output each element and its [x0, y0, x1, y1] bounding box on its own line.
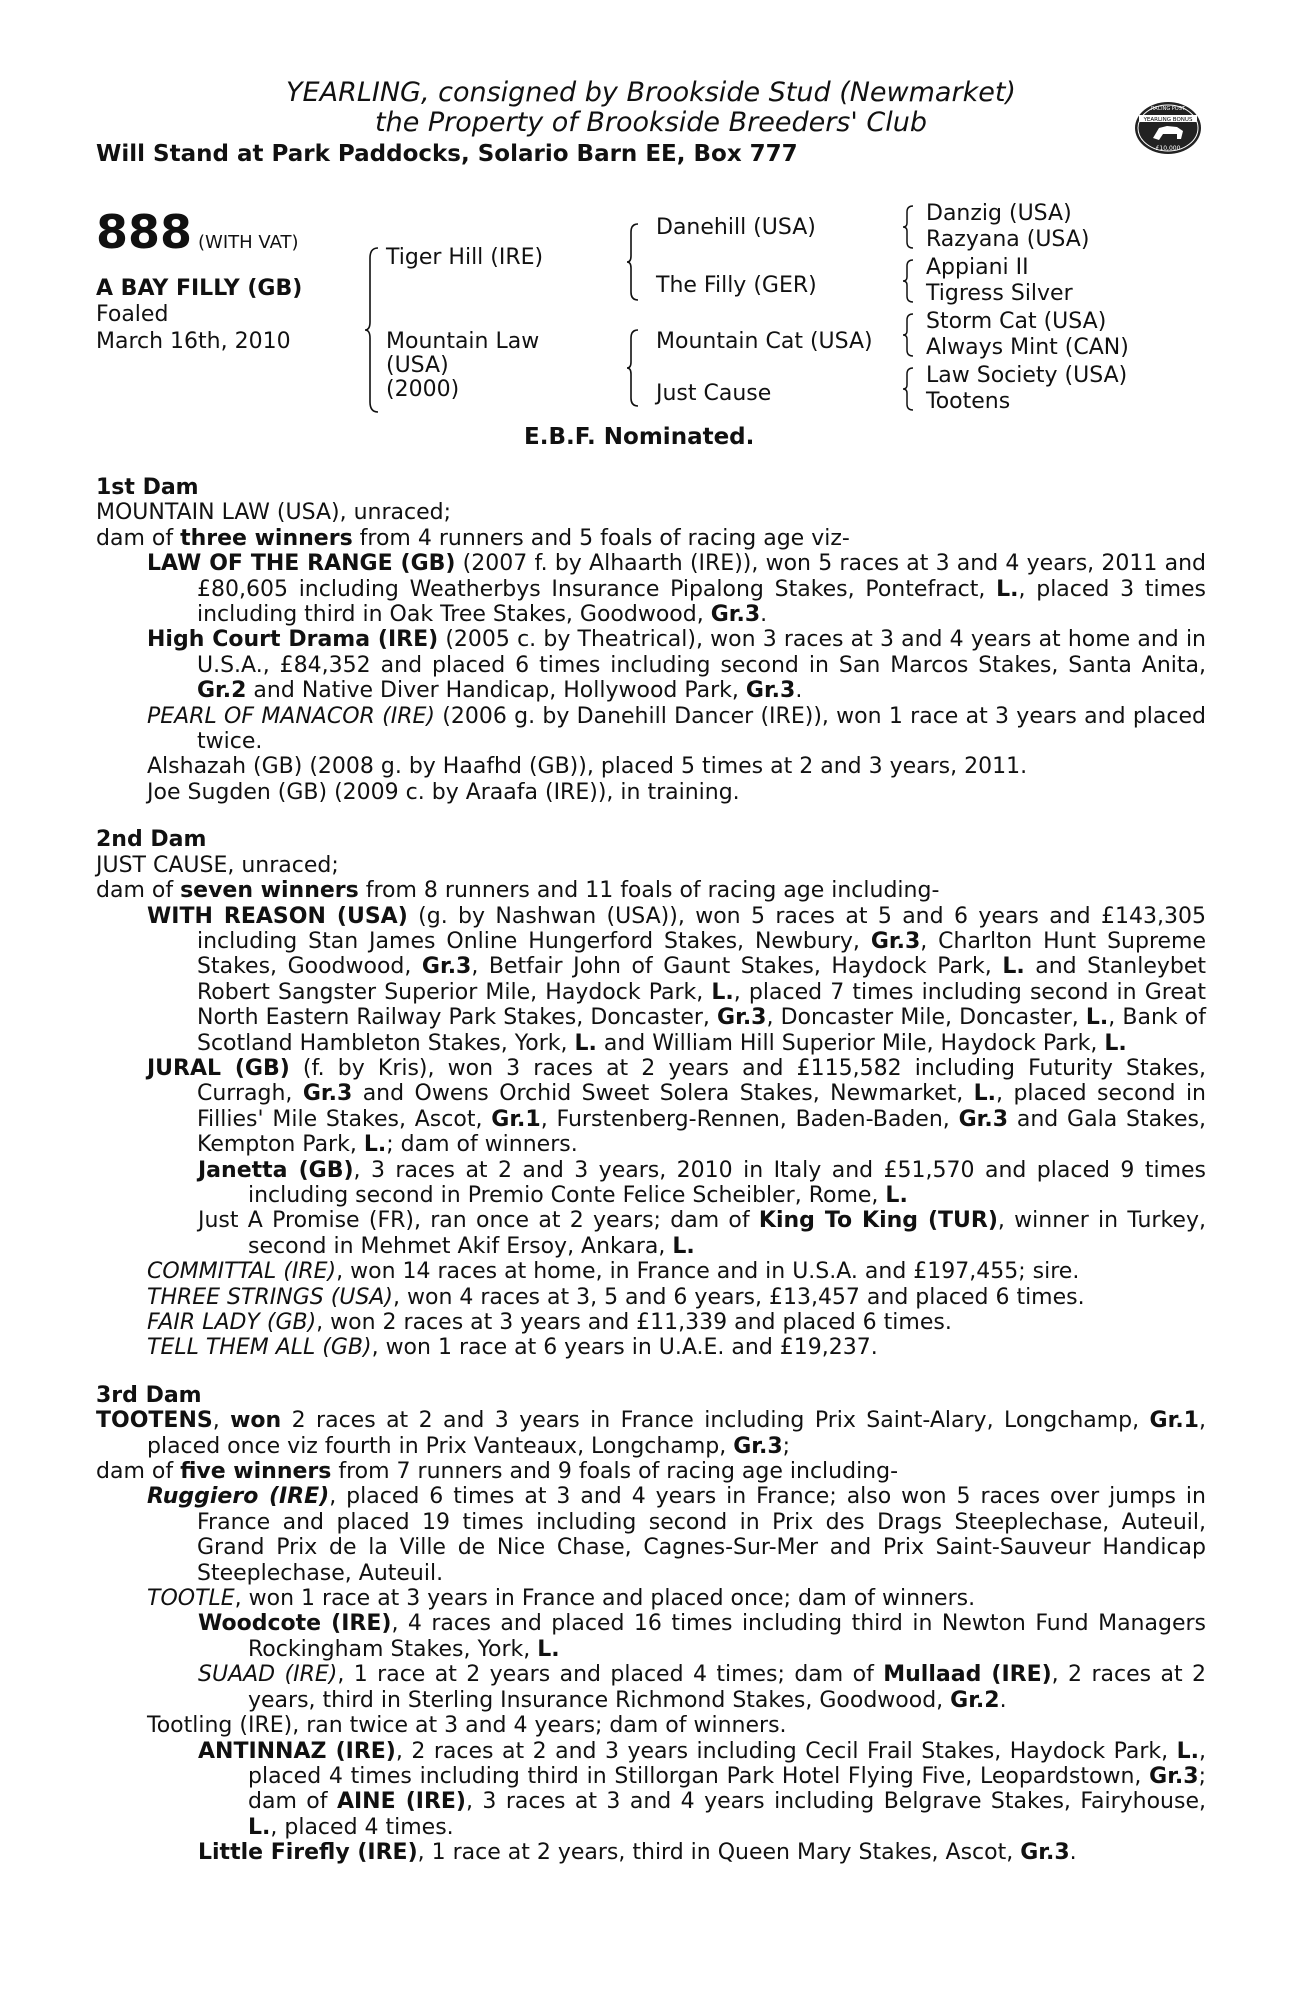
sire-dam: The Filly (GER): [656, 273, 817, 298]
grand-progeny-entry: SUAAD (IRE), 1 race at 2 years and placed 4 times; dam of Mullaad (IRE), 2 races at 2 years, third in Sterling Insurance Richmond Stakes, Goodwood, Gr.2.: [198, 1662, 1206, 1713]
badge-amount-text: £10,000: [1155, 145, 1181, 152]
gen3-6: Always Mint (CAN): [926, 335, 1129, 360]
gen3-4: Tigress Silver: [926, 281, 1073, 306]
gen3-5: Storm Cat (USA): [926, 309, 1107, 334]
dam-name-line2: (USA): [386, 353, 449, 378]
vat-note: (WITH VAT): [198, 232, 299, 253]
dam-summary: dam of three winners from 4 runners and 5 foals of racing age viz-: [96, 525, 850, 551]
progeny-entry: PEARL OF MANACOR (IRE) (2006 g. by Danehill Dancer (IRE)), won 1 race at 3 years and placed twice.: [147, 703, 1206, 755]
dam-dam: Just Cause: [656, 381, 772, 406]
sire-sire: Danehill (USA): [656, 215, 816, 240]
pedigree-block: [96, 200, 1206, 450]
grand-progeny-entry: Just A Promise (FR), ran once at 2 years; dam of King To King (TUR), winner in Turkey, second in Mehmet Akif Ersoy, Ankara, L.: [198, 1208, 1206, 1259]
section-title: 1st Dam: [96, 475, 199, 500]
foaled-label: Foaled: [96, 302, 169, 327]
pedigree-brace: [364, 246, 382, 414]
grand-progeny-entry: Janetta (GB), 3 races at 2 and 3 years, 2010 in Italy and £51,570 and placed 9 times including second in Premio Conte Felice Scheibler, Rome, L.: [198, 1157, 1206, 1208]
progeny-entry: TOOTLE, won 1 race at 3 years in France and placed once; dam of winners.: [147, 1586, 976, 1612]
progeny-entry: WITH REASON (USA) (g. by Nashwan (USA)), won 5 races at 5 and 6 years and £143,305 including Stan James Online Hungerford Stakes, Newbury, Gr.3, Charlton Hunt Supreme Stakes, Goodwood, Gr.3, Betfair John of Gaunt Stakes, Haydock Park, L. and Stanleybet Robert Sangster Superior Mile, Haydock Park, L., placed 7 times including second in Great North Eastern Railway Park Stakes, Doncaster, Gr.3, Doncaster Mile, Doncaster, L., Bank of Scotland Hambleton Stakes, York, L. and William Hill Superior Mile, Haydock Park, L.: [147, 903, 1207, 1056]
dam-line: MOUNTAIN LAW (USA), unraced;: [96, 500, 452, 526]
gen3-7: Law Society (USA): [926, 363, 1128, 388]
gen3-3: Appiani II: [926, 255, 1029, 280]
progeny-entry: Joe Sugden (GB) (2009 c. by Araafa (IRE)), in training.: [147, 779, 740, 805]
catalogue-body: [96, 475, 1206, 1866]
gen3-2: Razyana (USA): [926, 227, 1090, 252]
dam-line: TOOTENS, won 2 races at 2 and 3 years in France including Prix Saint-Alary, Longchamp, Gr.1, placed once viz fourth in Prix Vanteaux, Longchamp, Gr.3;: [96, 1408, 1206, 1459]
first-dam-section: [96, 475, 1206, 805]
gen3-brace-3: [902, 312, 916, 358]
dam-line: JUST CAUSE, unraced;: [96, 852, 339, 878]
gen3-1: Danzig (USA): [926, 201, 1072, 226]
property-line: the Property of Brookside Breeders' Club: [375, 107, 927, 138]
progeny-entry: FAIR LADY (GB), won 2 races at 3 years and £11,339 and placed 6 times.: [147, 1310, 952, 1335]
foaled-date: March 16th, 2010: [96, 329, 291, 354]
progeny-entry: TELL THEM ALL (GB), won 1 race at 6 years in U.A.E. and £19,237.: [147, 1335, 878, 1361]
catalogue-header: [96, 78, 1206, 168]
section-title: 2nd Dam: [96, 827, 207, 853]
lot-number: 888: [96, 205, 193, 259]
grand-progeny-entry: Little Firefly (IRE), 1 race at 2 years, third in Queen Mary Stakes, Ascot, Gr.3.: [198, 1840, 1077, 1866]
gen3-brace-4: [902, 366, 916, 412]
progeny-entry: COMMITTAL (IRE), won 14 races at home, in France and in U.S.A. and £197,455; sire.: [147, 1259, 1080, 1285]
gen3-brace-1: [902, 204, 916, 250]
yearling-bonus-badge-icon: [1133, 98, 1203, 158]
yearling-bonus-badge-icon: [1133, 98, 1203, 158]
progeny-entry: High Court Drama (IRE) (2005 c. by Theatrical), won 3 races at 3 and 4 years at home and in U.S.A., £84,352 and placed 6 times including second in San Marcos Stakes, Santa Anita, Gr.2 and Native Diver Handicap, Hollywood Park, Gr.3.: [147, 627, 1207, 704]
dam-summary: dam of seven winners from 8 runners and 11 foals of racing age including-: [96, 878, 940, 904]
progeny-entry: THREE STRINGS (USA), won 4 races at 3, 5 and 6 years, £13,457 and placed 6 times.: [147, 1284, 1085, 1310]
ebf-nominated: E.B.F. Nominated.: [524, 424, 755, 450]
stand-location: Will Stand at Park Paddocks, Solario Barn EE, Box 777: [96, 141, 798, 167]
second-dam-section: [96, 827, 1206, 1361]
progeny-entry: LAW OF THE RANGE (GB) (2007 f. by Alhaarth (IRE)), won 5 races at 3 and 4 years, 2011 and £80,605 including Weatherbys Insurance Pipalong Stakes, Pontefract, L., placed 3 times including third in Oak Tree Stakes, Goodwood, Gr.3.: [147, 551, 1206, 628]
progeny-entry: Alshazah (GB) (2008 g. by Haafhd (GB)), placed 5 times at 2 and 3 years, 2011.: [147, 754, 1028, 780]
third-dam-section: [96, 1383, 1206, 1866]
grand-progeny-entry: ANTINNAZ (IRE), 2 races at 2 and 3 years including Cecil Frail Stakes, Haydock Park, L., placed 4 times including third in Stillorgan Park Hotel Flying Five, Leopardstown, Gr.3; dam of AINE (IRE), 3 races at 3 and 4 years including Belgrave Stakes, Fairyhouse, L., placed 4 times.: [198, 1738, 1207, 1840]
badge-top-text: RACING POST: [1151, 106, 1185, 112]
dam-summary: dam of five winners from 7 runners and 9 foals of racing age including-: [96, 1459, 899, 1485]
gen3-brace-2: [902, 258, 916, 304]
badge-mid-text: YEARLING BONUS: [1143, 117, 1193, 123]
dam-name-line1: Mountain Law: [386, 329, 540, 354]
dam-sire: Mountain Cat (USA): [656, 329, 873, 354]
progeny-entry: Ruggiero (IRE), placed 6 times at 3 and 4 years in France; also won 5 races over jumps in France and placed 19 times including second in Prix des Drags Steeplechase, Auteuil, Grand Prix de la Ville de Nice Chase, Cagnes-Sur-Mer and Prix Saint-Sauveur Handicap Steeplechase, Auteuil.: [147, 1484, 1206, 1586]
grand-progeny-entry: Woodcote (IRE), 4 races and placed 16 times including third in Newton Fund Managers Rockingham Stakes, York, L.: [198, 1611, 1206, 1662]
sire-name: Tiger Hill (IRE): [386, 245, 544, 270]
gen3-8: Tootens: [926, 389, 1011, 414]
section-title: 3rd Dam: [96, 1382, 202, 1408]
lot-number-row: [96, 205, 299, 259]
dam-parents-brace: [626, 328, 642, 408]
progeny-entry: JURAL (GB) (f. by Kris), won 3 races at 2 years and £115,582 including Futurity Stakes, Curragh, Gr.3 and Owens Orchid Sweet Solera Stakes, Newmarket, L., placed second in Fillies' Mile Stakes, Ascot, Gr.1, Furstenberg-Rennen, Baden-Baden, Gr.3 and Gala Stakes, Kempton Park, L.; dam of winners.: [147, 1055, 1207, 1158]
progeny-entry: Tootling (IRE), ran twice at 3 and 4 years; dam of winners.: [147, 1713, 787, 1739]
consignor-line: YEARLING, consigned by Brookside Stud (Newmarket): [286, 77, 1016, 108]
horse-name: A BAY FILLY (GB): [96, 276, 303, 301]
sire-parents-brace: [626, 222, 642, 302]
dam-name-line3: (2000): [386, 377, 460, 402]
